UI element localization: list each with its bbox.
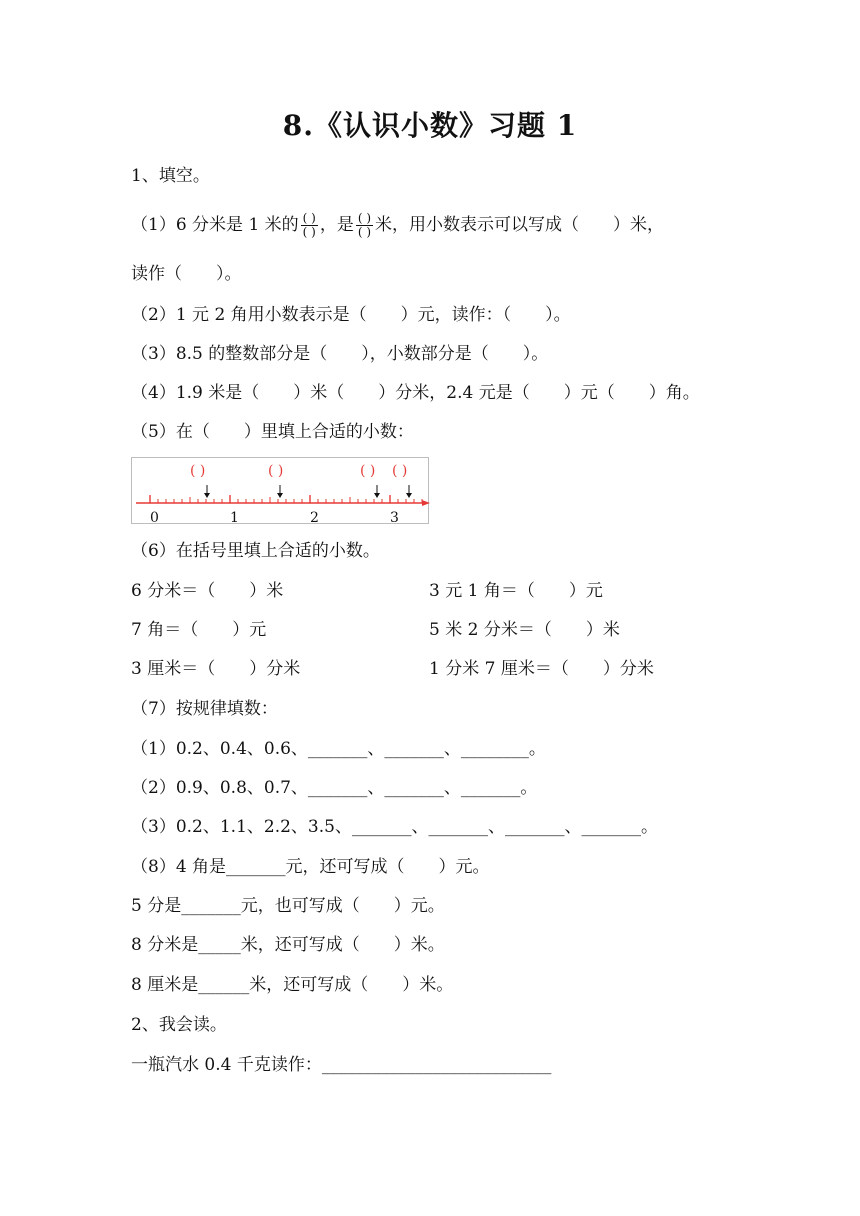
blank-bracket-1: ( ): [190, 463, 206, 479]
question-8-3: 8 分米是_____米，还可写成（ ）米。: [131, 935, 445, 955]
number-line-ticks: [150, 495, 422, 503]
question-7-3: （3）0.2、1.1、2.2、3.5、_______、_______、_______、_______。: [131, 817, 658, 837]
q6-item-left-1: 6 分米＝（ ）米: [131, 581, 284, 601]
tick-label-3: 3: [390, 510, 399, 525]
pointer-arrow-3: [374, 485, 380, 498]
tick-label-1: 1: [230, 510, 239, 525]
question-1-text-c: 米，用小数表示可以写成（ ）米，: [375, 215, 665, 235]
q6-item-right-3: 1 分米 7 厘米＝（ ）分米: [429, 659, 654, 679]
fraction-1-denominator: ( ): [302, 225, 316, 239]
question-3: （3）8.5 的整数部分是（ ），小数部分是（ ）。: [131, 344, 549, 364]
blank-bracket-2: ( ): [268, 463, 284, 479]
question-1-text-a: （1）6 分米是 1 米的: [131, 215, 299, 235]
number-line-arrowhead: [422, 500, 430, 506]
pointer-arrow-2: [277, 485, 283, 498]
question-5: （5）在（ ）里填上合适的小数：: [131, 422, 414, 442]
question-2: （2）1 元 2 角用小数表示是（ ）元，读作：（ ）。: [131, 305, 571, 325]
tick-label-0: 0: [150, 510, 159, 525]
tick-label-2: 2: [310, 510, 319, 525]
fraction-1-numerator: ( ): [302, 211, 316, 225]
section-1-heading: 1、填空。: [131, 166, 210, 186]
pointer-arrow-1: [204, 485, 210, 498]
fraction-2-denominator: ( ): [357, 225, 372, 239]
question-8-2: 5 分是_______元，也可写成（ ）元。: [131, 896, 445, 916]
number-line-svg: [132, 458, 430, 525]
section-2-heading: 2、我会读。: [131, 1015, 227, 1035]
blank-bracket-4: ( ): [392, 463, 408, 479]
blank-bracket-3: ( ): [360, 463, 376, 479]
number-line-figure: [131, 457, 429, 524]
fraction-2-numerator: ( ): [357, 211, 372, 225]
fraction-2: [356, 212, 373, 239]
question-1-text-b: ，是: [319, 215, 354, 235]
question-8: （8）4 角是_______元，还可写成（ ）元。: [131, 857, 490, 877]
q6-item-right-2: 5 米 2 分米＝（ ）米: [429, 620, 620, 640]
question-7: （7）按规律填数：: [131, 699, 278, 719]
section-2-item-1: 一瓶汽水 0.4 千克读作：___________________________: [131, 1055, 552, 1075]
question-6: （6）在括号里填上合适的小数。: [131, 541, 380, 561]
question-1-line: [131, 212, 664, 239]
question-7-2: （2）0.9、0.8、0.7、_______、_______、_______。: [131, 778, 538, 798]
page-title: 8.《认识小数》习题 1: [282, 109, 578, 142]
question-8-4: 8 厘米是______米，还可写成（ ）米。: [131, 975, 454, 995]
fraction-1: [301, 212, 318, 239]
pointer-arrow-4: [406, 485, 412, 498]
q6-item-right-1: 3 元 1 角＝（ ）元: [429, 581, 603, 601]
question-4: （4）1.9 米是（ ）米（ ）分米，2.4 元是（ ）元（ ）角。: [131, 383, 700, 403]
q6-item-left-3: 3 厘米＝（ ）分米: [131, 659, 301, 679]
question-7-1: （1）0.2、0.4、0.6、_______、_______、________。: [131, 739, 546, 759]
q6-item-left-2: 7 角＝（ ）元: [131, 620, 267, 640]
question-1-text-d: 读作（ ）。: [131, 264, 242, 284]
